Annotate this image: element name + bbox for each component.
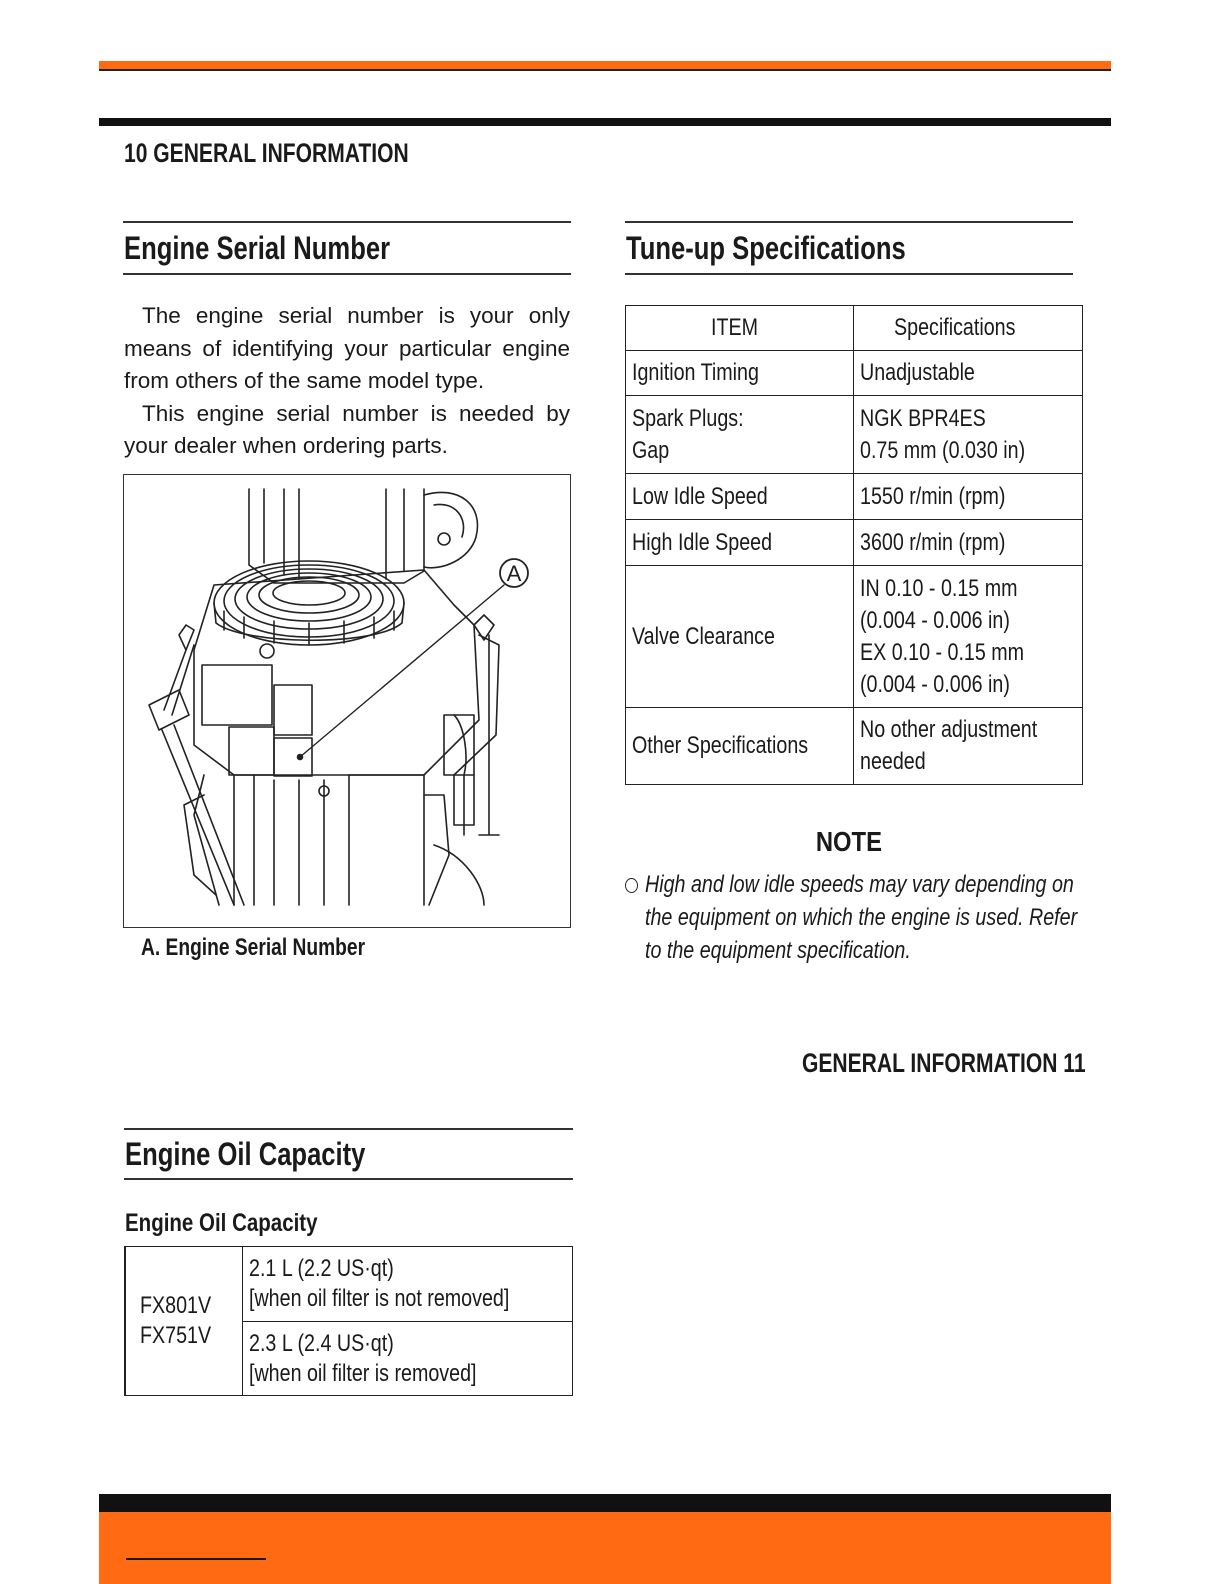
tuneup-item-cell: High Idle Speed	[626, 520, 854, 566]
tuneup-table	[625, 305, 1083, 785]
engine-drawing	[124, 475, 570, 927]
table-row	[626, 474, 1083, 520]
top-black-rule	[99, 118, 1111, 126]
oil-model-cell: FX801V FX751V	[125, 1247, 242, 1396]
bullet-circle-icon	[625, 878, 638, 893]
table-row	[626, 566, 1083, 708]
table-row	[626, 351, 1083, 396]
figure-caption: A. Engine Serial Number	[141, 934, 366, 961]
serial-section-title: Engine Serial Number	[124, 230, 391, 266]
tuneup-spec-cell: NGK BPR4ES 0.75 mm (0.030 in)	[853, 396, 1082, 474]
serial-paragraph-2: This engine serial number is needed by your dealer when ordering parts.	[124, 400, 570, 458]
serial-section-top-rule	[123, 221, 571, 223]
table-row	[626, 708, 1083, 785]
tuneup-header-spec: Specifications	[853, 306, 1082, 351]
note-heading: NOTE	[815, 826, 883, 857]
tuneup-header-item: ITEM	[626, 306, 854, 351]
oil-section-title: Engine Oil Capacity	[125, 1136, 366, 1172]
serial-section-bottom-rule	[123, 273, 571, 275]
oil-subtitle: Engine Oil Capacity	[125, 1209, 318, 1237]
tuneup-spec-cell: IN 0.10 - 0.15 mm (0.004 - 0.006 in) EX 0.10 - 0.15 mm (0.004 - 0.006 in)	[853, 566, 1082, 708]
tuneup-spec-cell: No other adjustment needed	[853, 708, 1082, 785]
serial-paragraph-1: The engine serial number is your only means of identifying your particular engine from others of the same model type.	[124, 303, 570, 393]
oil-capacity-table	[124, 1246, 573, 1396]
note-line: the equipment on which the engine is used. Refer	[645, 904, 1078, 931]
note-line: High and low idle speeds may vary depending on	[645, 871, 1074, 898]
page-heading: 10 GENERAL INFORMATION	[124, 138, 409, 168]
table-row	[626, 396, 1083, 474]
figure-callout-label: A	[506, 561, 522, 586]
serial-paragraphs	[124, 300, 570, 463]
table-row	[125, 1247, 573, 1322]
tuneup-section-bottom-rule	[625, 273, 1073, 275]
oil-capacity-cell: 2.1 L (2.2 US·qt) [when oil filter is not removed]	[242, 1247, 572, 1322]
tuneup-spec-cell: 1550 r/min (rpm)	[853, 474, 1082, 520]
tuneup-section-top-rule	[625, 221, 1073, 223]
bottom-black-band	[99, 1494, 1111, 1512]
engine-illustration	[123, 474, 571, 928]
bottom-orange-band	[99, 1512, 1111, 1584]
tuneup-item-cell: Ignition Timing	[626, 351, 854, 396]
tuneup-item-cell: Low Idle Speed	[626, 474, 854, 520]
tuneup-item-cell: Valve Clearance	[626, 566, 854, 708]
tuneup-item-cell: Spark Plugs: Gap	[626, 396, 854, 474]
oil-section-bottom-rule	[124, 1178, 573, 1180]
tuneup-item-cell: Other Specifications	[626, 708, 854, 785]
tuneup-header-row	[626, 306, 1083, 351]
tuneup-spec-cell: Unadjustable	[853, 351, 1082, 396]
table-row	[626, 520, 1083, 566]
tuneup-spec-cell: 3600 r/min (rpm)	[853, 520, 1082, 566]
footer-link-underline	[126, 1558, 266, 1560]
oil-capacity-cell: 2.3 L (2.4 US·qt) [when oil filter is removed]	[242, 1322, 572, 1396]
page-footer-heading: GENERAL INFORMATION 11	[802, 1048, 1086, 1078]
oil-section-top-rule	[124, 1128, 573, 1130]
note-line: to the equipment specification.	[645, 937, 911, 964]
tuneup-section-title: Tune-up Specifications	[626, 230, 906, 266]
top-orange-band	[99, 61, 1111, 71]
